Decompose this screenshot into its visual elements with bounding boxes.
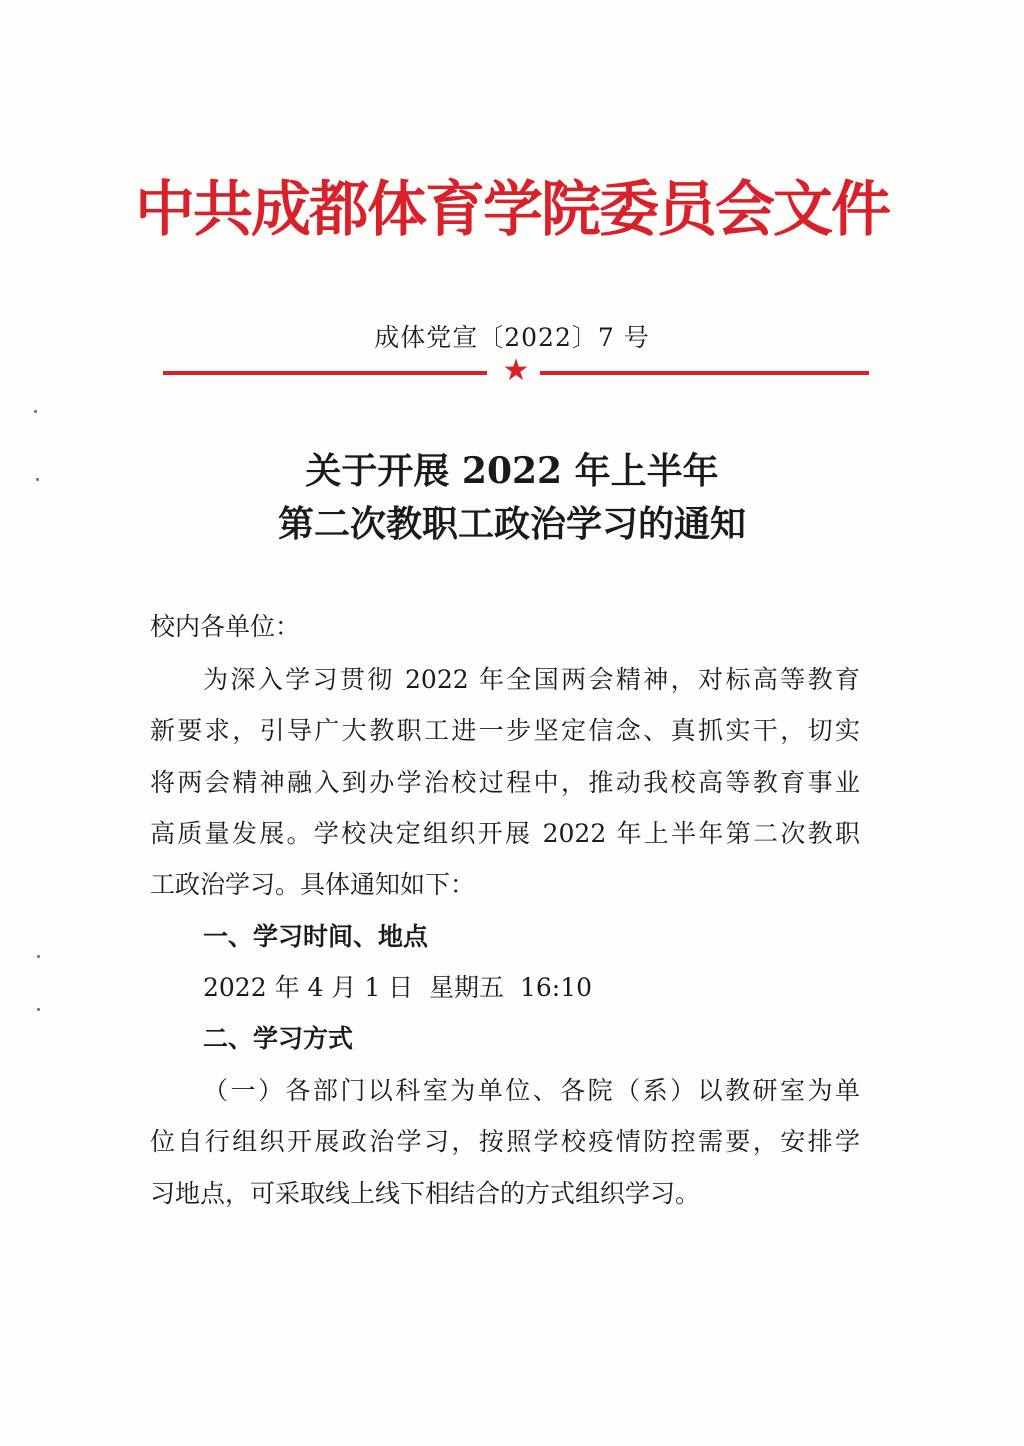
method-line: 习地点，可采取线上线下相结合的方式组织学习。 — [150, 1179, 701, 1208]
scan-speck — [37, 955, 40, 958]
divider-line-right — [540, 371, 869, 375]
red-divider — [163, 353, 869, 388]
scan-speck — [34, 410, 37, 413]
scan-speck — [37, 1008, 40, 1011]
issuer-header: 中共成都体育学院委员会文件 — [135, 175, 889, 245]
intro-line: 将两会精神融入到办学治校过程中，推动我校高等教育事业 — [150, 768, 860, 797]
salutation: 校内各单位： — [150, 612, 301, 641]
divider-line-left — [163, 371, 487, 375]
scan-speck — [36, 478, 39, 481]
document-title-line-2: 第二次教职工政治学习的通知 — [277, 503, 746, 545]
document-title-line-1: 关于开展 2022 年上半年 — [305, 450, 719, 492]
study-time: 2022 年 4 月 1 日 星期五 16:10 — [203, 973, 593, 1002]
document-number: 成体党宣〔2022〕7 号 — [374, 323, 650, 352]
method-line: （一）各部门以科室为单位、各院（系）以教研室为单 — [203, 1076, 860, 1105]
section-heading-method: 二、学习方式 — [203, 1024, 354, 1053]
intro-line: 工政治学习。具体通知如下： — [150, 870, 476, 899]
section-heading-time-location: 一、学习时间、地点 — [203, 922, 429, 951]
intro-line: 新要求，引导广大教职工进一步坚定信念、真抓实干，切实 — [150, 716, 860, 745]
intro-line: 为深入学习贯彻 2022 年全国两会精神，对标高等教育 — [203, 665, 860, 694]
red-star-icon: ★ — [502, 353, 530, 388]
intro-line: 高质量发展。学校决定组织开展 2022 年上半年第二次教职 — [150, 819, 860, 848]
method-line: 位自行组织开展政治学习，按照学校疫情防控需要，安排学 — [150, 1127, 860, 1156]
